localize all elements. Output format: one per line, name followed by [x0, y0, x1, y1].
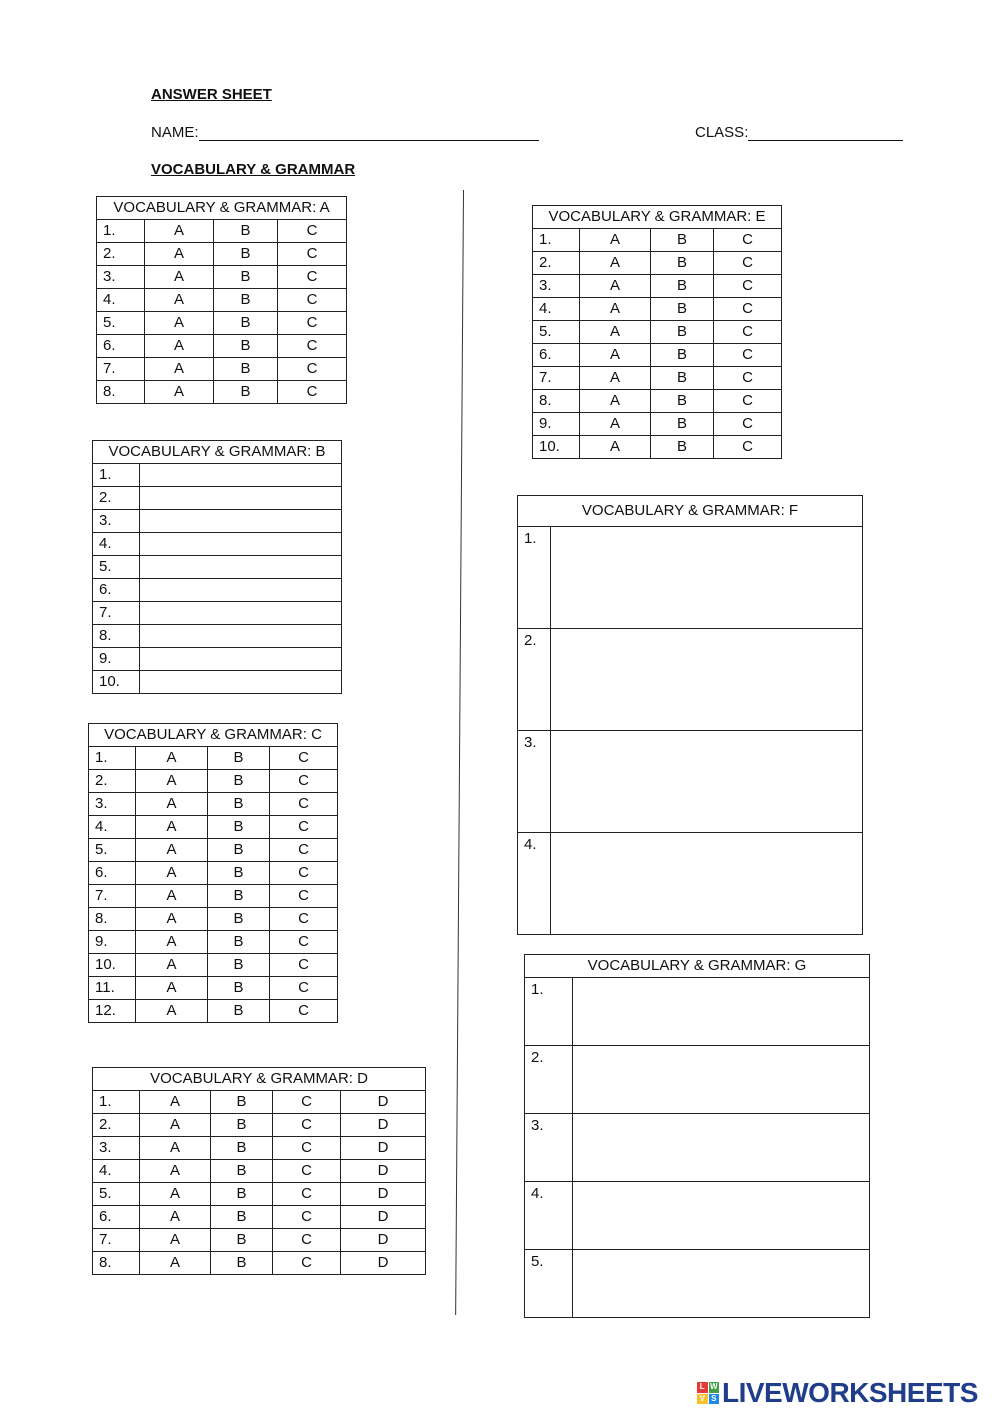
answer-option[interactable]: A: [580, 436, 651, 459]
answer-option[interactable]: B: [211, 1183, 273, 1206]
answer-option[interactable]: C: [270, 931, 338, 954]
answer-option[interactable]: A: [580, 413, 651, 436]
question-number: 9.: [93, 648, 140, 671]
answer-option[interactable]: D: [341, 1091, 426, 1114]
table-row: [525, 1250, 870, 1318]
answer-option[interactable]: B: [211, 1137, 273, 1160]
answer-field[interactable]: [140, 533, 342, 556]
answer-option[interactable]: B: [208, 816, 270, 839]
table-row: [97, 243, 347, 266]
question-number: 5.: [525, 1250, 573, 1318]
question-number: 2.: [525, 1046, 573, 1114]
answer-option[interactable]: C: [270, 908, 338, 931]
answer-option[interactable]: B: [214, 220, 278, 243]
logo-letter: V: [697, 1394, 708, 1405]
question-number: 1.: [97, 220, 145, 243]
answer-option[interactable]: C: [278, 358, 347, 381]
table-row: [97, 289, 347, 312]
table-row: [93, 556, 342, 579]
answer-option[interactable]: C: [714, 413, 782, 436]
question-number: 7.: [533, 367, 580, 390]
table-row: [93, 1229, 426, 1252]
answer-option[interactable]: B: [651, 436, 714, 459]
table-row: [89, 747, 338, 770]
answer-option[interactable]: A: [136, 839, 208, 862]
answer-option[interactable]: C: [273, 1091, 341, 1114]
answer-option[interactable]: A: [136, 816, 208, 839]
answer-option[interactable]: B: [651, 275, 714, 298]
question-number: 1.: [525, 978, 573, 1046]
answer-option[interactable]: C: [278, 220, 347, 243]
table-row: [533, 298, 782, 321]
table-row: [89, 816, 338, 839]
answer-option[interactable]: B: [211, 1252, 273, 1275]
answer-option[interactable]: A: [145, 358, 214, 381]
table-row: [533, 229, 782, 252]
answer-option[interactable]: B: [651, 252, 714, 275]
logo-letter: W: [709, 1382, 718, 1391]
question-number: 1.: [93, 464, 140, 487]
answer-option[interactable]: B: [214, 381, 278, 404]
answer-option[interactable]: C: [273, 1252, 341, 1275]
table-e: [532, 205, 782, 459]
table-b-title: VOCABULARY & GRAMMAR: B: [93, 441, 342, 464]
section-title: VOCABULARY & GRAMMAR: [151, 161, 356, 178]
question-number: 8.: [89, 908, 136, 931]
answer-option[interactable]: C: [273, 1229, 341, 1252]
answer-option[interactable]: A: [145, 312, 214, 335]
class-field[interactable]: [695, 124, 903, 141]
question-number: 4.: [97, 289, 145, 312]
question-number: 4.: [93, 533, 140, 556]
answer-field[interactable]: [140, 510, 342, 533]
answer-option[interactable]: C: [270, 839, 338, 862]
answer-option[interactable]: A: [145, 220, 214, 243]
question-number: 8.: [93, 625, 140, 648]
table-c: [88, 723, 338, 1023]
answer-option[interactable]: C: [714, 367, 782, 390]
table-row: [93, 671, 342, 694]
table-g-title: VOCABULARY & GRAMMAR: G: [525, 955, 870, 978]
answer-field[interactable]: [140, 602, 342, 625]
question-number: 8.: [97, 381, 145, 404]
answer-field[interactable]: [140, 671, 342, 694]
question-number: 9.: [533, 413, 580, 436]
answer-option[interactable]: A: [140, 1206, 211, 1229]
answer-field[interactable]: [140, 625, 342, 648]
table-row: [533, 413, 782, 436]
table-row: [93, 487, 342, 510]
question-number: 5.: [533, 321, 580, 344]
question-number: 2.: [89, 770, 136, 793]
answer-option[interactable]: B: [208, 931, 270, 954]
answer-option[interactable]: C: [278, 381, 347, 404]
answer-option[interactable]: B: [208, 885, 270, 908]
question-number: 9.: [89, 931, 136, 954]
logo-letter: S: [709, 1394, 720, 1405]
table-row: [89, 931, 338, 954]
question-number: 3.: [533, 275, 580, 298]
answer-option[interactable]: A: [136, 770, 208, 793]
answer-option[interactable]: B: [651, 298, 714, 321]
answer-option[interactable]: A: [140, 1160, 211, 1183]
answer-option[interactable]: A: [140, 1183, 211, 1206]
answer-option[interactable]: A: [145, 289, 214, 312]
table-row: [93, 602, 342, 625]
table-row: [518, 833, 863, 935]
answer-option[interactable]: D: [341, 1229, 426, 1252]
table-row: [533, 367, 782, 390]
answer-option[interactable]: C: [714, 390, 782, 413]
table-row: [97, 312, 347, 335]
question-number: 8.: [93, 1252, 140, 1275]
answer-option[interactable]: A: [136, 954, 208, 977]
table-row: [93, 1252, 426, 1275]
question-number: 2.: [518, 629, 551, 731]
table-row: [533, 275, 782, 298]
table-row: [89, 770, 338, 793]
question-number: 6.: [533, 344, 580, 367]
question-number: 4.: [93, 1160, 140, 1183]
question-number: 3.: [97, 266, 145, 289]
class-input-line[interactable]: [748, 126, 903, 141]
answer-option[interactable]: B: [651, 229, 714, 252]
answer-option[interactable]: C: [270, 770, 338, 793]
answer-option[interactable]: A: [145, 266, 214, 289]
answer-option[interactable]: A: [580, 275, 651, 298]
table-a: [96, 196, 347, 404]
table-b: [92, 440, 342, 694]
answer-option[interactable]: C: [273, 1206, 341, 1229]
answer-option[interactable]: B: [214, 335, 278, 358]
answer-option[interactable]: A: [140, 1114, 211, 1137]
answer-option[interactable]: D: [341, 1137, 426, 1160]
answer-field[interactable]: [140, 487, 342, 510]
answer-option[interactable]: C: [278, 243, 347, 266]
table-row: [525, 978, 870, 1046]
question-number: 1.: [93, 1091, 140, 1114]
question-number: 7.: [93, 1229, 140, 1252]
table-row: [97, 266, 347, 289]
question-number: 7.: [89, 885, 136, 908]
answer-option[interactable]: A: [136, 1000, 208, 1023]
answer-field[interactable]: [551, 731, 863, 833]
answer-option[interactable]: C: [714, 275, 782, 298]
table-row: [93, 648, 342, 671]
answer-option[interactable]: A: [145, 243, 214, 266]
table-row: [518, 629, 863, 731]
answer-option[interactable]: A: [140, 1252, 211, 1275]
answer-option[interactable]: A: [580, 390, 651, 413]
answer-option[interactable]: A: [580, 344, 651, 367]
table-row: [97, 335, 347, 358]
answer-option[interactable]: B: [211, 1091, 273, 1114]
answer-field[interactable]: [573, 1046, 870, 1114]
table-row: [93, 1206, 426, 1229]
table-a-title: VOCABULARY & GRAMMAR: A: [97, 197, 347, 220]
answer-option[interactable]: B: [211, 1229, 273, 1252]
answer-option[interactable]: C: [270, 816, 338, 839]
table-row: [93, 510, 342, 533]
answer-option[interactable]: C: [273, 1160, 341, 1183]
answer-option[interactable]: B: [208, 908, 270, 931]
answer-option[interactable]: D: [341, 1206, 426, 1229]
question-number: 3.: [518, 731, 551, 833]
page-title: ANSWER SHEET: [151, 86, 272, 103]
table-row: [89, 839, 338, 862]
answer-field[interactable]: [140, 556, 342, 579]
question-number: 10.: [89, 954, 136, 977]
table-row: [97, 358, 347, 381]
question-number: 2.: [97, 243, 145, 266]
table-d-title: VOCABULARY & GRAMMAR: D: [93, 1068, 426, 1091]
table-row: [93, 1183, 426, 1206]
table-row: [97, 381, 347, 404]
question-number: 1.: [89, 747, 136, 770]
answer-option[interactable]: C: [278, 266, 347, 289]
answer-option[interactable]: A: [136, 885, 208, 908]
answer-option[interactable]: B: [214, 266, 278, 289]
answer-field[interactable]: [573, 978, 870, 1046]
answer-option[interactable]: A: [580, 321, 651, 344]
question-number: 3.: [93, 510, 140, 533]
answer-option[interactable]: C: [714, 252, 782, 275]
table-row: [93, 533, 342, 556]
table-row: [89, 954, 338, 977]
answer-field[interactable]: [573, 1250, 870, 1318]
table-row: [93, 1114, 426, 1137]
table-f-title: VOCABULARY & GRAMMAR: F: [518, 496, 863, 527]
answer-field[interactable]: [551, 833, 863, 935]
answer-option[interactable]: C: [714, 298, 782, 321]
answer-option[interactable]: A: [136, 862, 208, 885]
question-number: 5.: [89, 839, 136, 862]
table-row: [89, 908, 338, 931]
question-number: 10.: [93, 671, 140, 694]
question-number: 6.: [97, 335, 145, 358]
name-label: NAME:: [151, 124, 199, 141]
answer-option[interactable]: B: [211, 1160, 273, 1183]
logo-letter: L: [697, 1382, 708, 1393]
question-number: 4.: [89, 816, 136, 839]
table-row: [533, 252, 782, 275]
answer-option[interactable]: B: [211, 1206, 273, 1229]
question-number: 2.: [93, 1114, 140, 1137]
question-number: 3.: [93, 1137, 140, 1160]
answer-option[interactable]: C: [270, 793, 338, 816]
table-row: [93, 1137, 426, 1160]
answer-option[interactable]: B: [208, 954, 270, 977]
table-g: [524, 954, 870, 1318]
answer-option[interactable]: B: [208, 862, 270, 885]
answer-option[interactable]: C: [273, 1137, 341, 1160]
answer-option[interactable]: A: [145, 381, 214, 404]
answer-option[interactable]: A: [140, 1137, 211, 1160]
table-row: [93, 1160, 426, 1183]
answer-option[interactable]: B: [211, 1114, 273, 1137]
answer-field[interactable]: [551, 527, 863, 629]
question-number: 6.: [93, 579, 140, 602]
answer-field[interactable]: [573, 1114, 870, 1182]
table-row: [533, 390, 782, 413]
table-row: [89, 1000, 338, 1023]
answer-option[interactable]: C: [270, 885, 338, 908]
answer-option[interactable]: C: [273, 1114, 341, 1137]
question-number: 4.: [533, 298, 580, 321]
table-row: [89, 977, 338, 1000]
answer-option[interactable]: B: [214, 358, 278, 381]
question-number: 7.: [93, 602, 140, 625]
table-row: [89, 885, 338, 908]
answer-option[interactable]: A: [580, 252, 651, 275]
question-number: 6.: [93, 1206, 140, 1229]
answer-option[interactable]: A: [136, 908, 208, 931]
answer-option[interactable]: C: [278, 312, 347, 335]
table-row: [525, 1182, 870, 1250]
answer-option[interactable]: B: [214, 312, 278, 335]
question-number: 10.: [533, 436, 580, 459]
answer-option[interactable]: A: [580, 367, 651, 390]
table-c-title: VOCABULARY & GRAMMAR: C: [89, 724, 338, 747]
answer-option[interactable]: C: [714, 436, 782, 459]
table-row: [525, 1046, 870, 1114]
table-row: [89, 793, 338, 816]
answer-option[interactable]: C: [270, 862, 338, 885]
answer-option[interactable]: C: [278, 289, 347, 312]
answer-option[interactable]: D: [341, 1252, 426, 1275]
question-number: 12.: [89, 1000, 136, 1023]
answer-option[interactable]: A: [136, 747, 208, 770]
answer-option[interactable]: B: [208, 793, 270, 816]
answer-option[interactable]: C: [270, 1000, 338, 1023]
liveworksheets-logo: [697, 1376, 978, 1410]
question-number: 3.: [525, 1114, 573, 1182]
answer-option[interactable]: B: [651, 413, 714, 436]
question-number: 5.: [93, 556, 140, 579]
answer-option[interactable]: B: [651, 321, 714, 344]
answer-option[interactable]: C: [278, 335, 347, 358]
answer-option[interactable]: B: [651, 344, 714, 367]
answer-field[interactable]: [551, 629, 863, 731]
table-row: [518, 731, 863, 833]
answer-field[interactable]: [140, 648, 342, 671]
table-row: [93, 1091, 426, 1114]
question-number: 7.: [97, 358, 145, 381]
name-field[interactable]: [151, 124, 539, 141]
question-number: 2.: [533, 252, 580, 275]
answer-option[interactable]: B: [208, 977, 270, 1000]
answer-option[interactable]: C: [270, 977, 338, 1000]
answer-option[interactable]: C: [714, 321, 782, 344]
answer-option[interactable]: B: [208, 747, 270, 770]
answer-option[interactable]: C: [273, 1183, 341, 1206]
answer-option[interactable]: A: [580, 229, 651, 252]
table-row: [533, 321, 782, 344]
question-number: 3.: [89, 793, 136, 816]
table-row: [525, 1114, 870, 1182]
answer-option[interactable]: A: [136, 931, 208, 954]
brand-name: LIVEWORKSHEETS: [722, 1377, 978, 1408]
answer-option[interactable]: B: [214, 243, 278, 266]
answer-option[interactable]: B: [208, 839, 270, 862]
question-number: 8.: [533, 390, 580, 413]
answer-option[interactable]: D: [341, 1160, 426, 1183]
answer-option[interactable]: D: [341, 1114, 426, 1137]
answer-option[interactable]: B: [208, 1000, 270, 1023]
question-number: 5.: [97, 312, 145, 335]
class-label: CLASS:: [695, 124, 749, 141]
question-number: 4.: [525, 1182, 573, 1250]
name-input-line[interactable]: [199, 126, 539, 141]
table-row: [518, 527, 863, 629]
answer-option[interactable]: B: [651, 390, 714, 413]
answer-option[interactable]: A: [145, 335, 214, 358]
answer-option[interactable]: A: [140, 1091, 211, 1114]
answer-option[interactable]: B: [651, 367, 714, 390]
answer-option[interactable]: A: [580, 298, 651, 321]
answer-option[interactable]: A: [136, 977, 208, 1000]
answer-option[interactable]: B: [208, 770, 270, 793]
question-number: 2.: [93, 487, 140, 510]
question-number: 6.: [89, 862, 136, 885]
answer-option[interactable]: C: [714, 229, 782, 252]
answer-field[interactable]: [140, 579, 342, 602]
question-number: 1.: [533, 229, 580, 252]
table-d: [92, 1067, 426, 1275]
table-row: [93, 579, 342, 602]
logo-icon: [697, 1382, 719, 1404]
table-row: [97, 220, 347, 243]
answer-option[interactable]: C: [270, 954, 338, 977]
table-row: [533, 344, 782, 367]
answer-option[interactable]: A: [136, 793, 208, 816]
answer-option[interactable]: A: [140, 1229, 211, 1252]
answer-option[interactable]: D: [341, 1183, 426, 1206]
table-e-title: VOCABULARY & GRAMMAR: E: [533, 206, 782, 229]
answer-field[interactable]: [573, 1182, 870, 1250]
answer-option[interactable]: B: [214, 289, 278, 312]
question-number: 1.: [518, 527, 551, 629]
column-divider: [455, 190, 464, 1315]
table-f: [517, 495, 863, 935]
answer-option[interactable]: C: [270, 747, 338, 770]
table-row: [533, 436, 782, 459]
question-number: 11.: [89, 977, 136, 1000]
question-number: 5.: [93, 1183, 140, 1206]
question-number: 4.: [518, 833, 551, 935]
answer-field[interactable]: [140, 464, 342, 487]
table-row: [93, 625, 342, 648]
table-row: [89, 862, 338, 885]
answer-option[interactable]: C: [714, 344, 782, 367]
table-row: [93, 464, 342, 487]
